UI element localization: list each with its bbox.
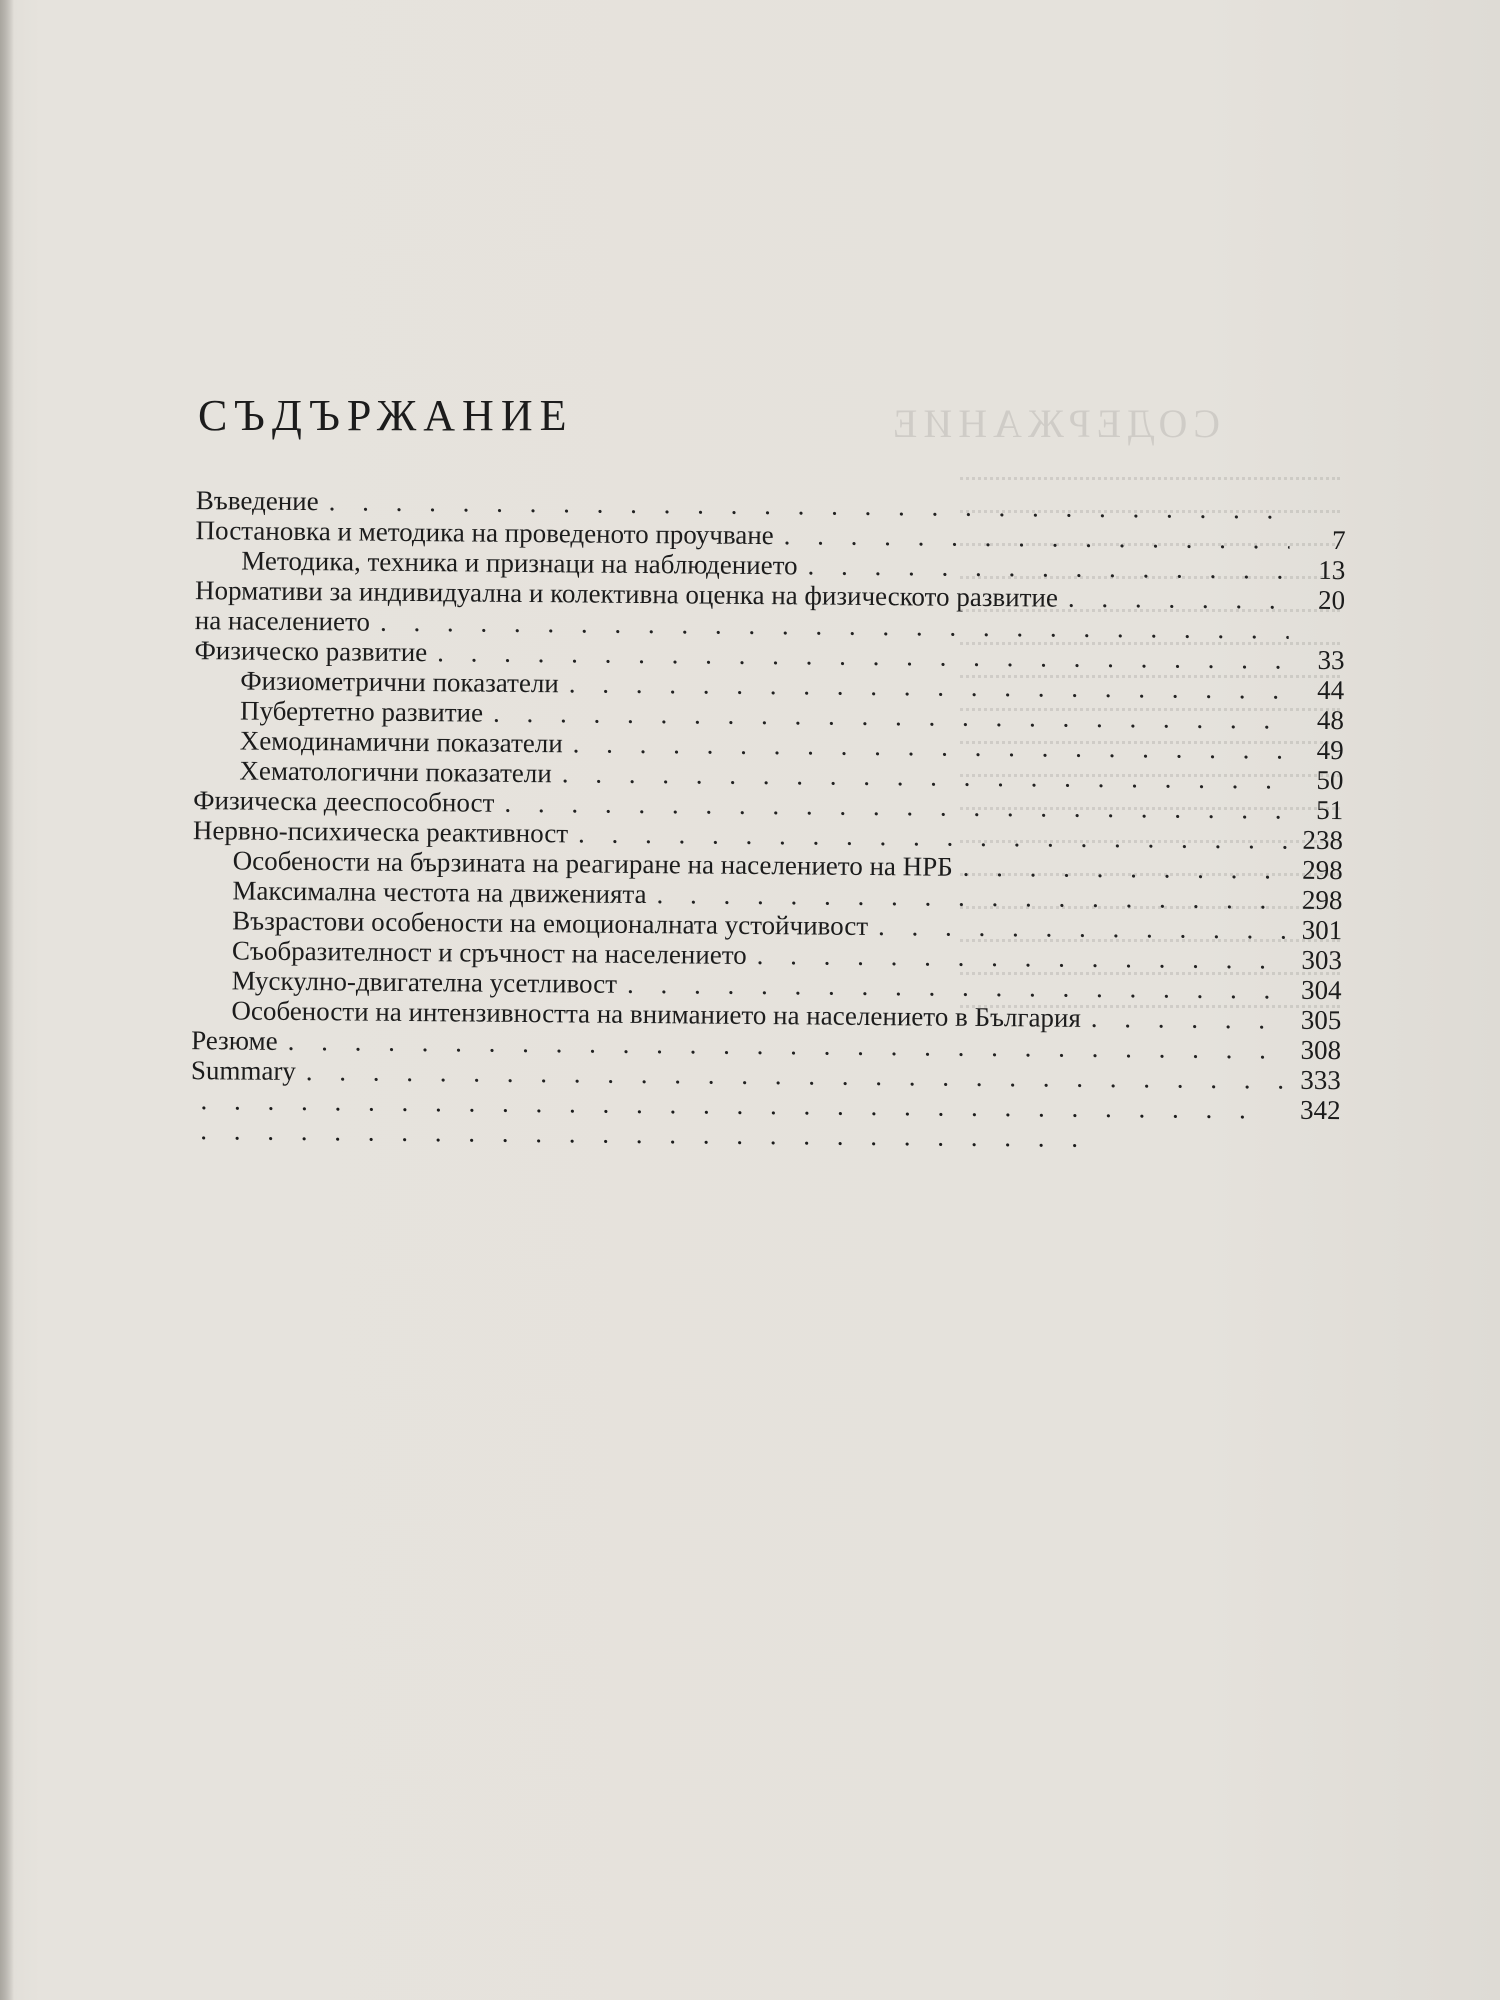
dot-leader bbox=[1068, 583, 1289, 615]
toc-entry-page: 51 bbox=[1316, 794, 1344, 826]
toc-entry-label: Особености на бързината на реагиране на населението на НРБ bbox=[232, 845, 953, 882]
toc-entry-label: Хемодинамични показатели bbox=[239, 725, 563, 759]
toc-entry-label: Summary bbox=[190, 1055, 297, 1086]
dot-leader bbox=[200, 1085, 1284, 1154]
toc-entry-label: Постановка и методика на проведеното проучване bbox=[195, 515, 774, 551]
toc-entry-page: 333 bbox=[1300, 1064, 1341, 1096]
toc-entry-page: 298 bbox=[1301, 884, 1343, 916]
toc-entry-page: 342 bbox=[1299, 1094, 1341, 1126]
dot-leader bbox=[757, 940, 1286, 975]
toc-entry-page: 7 bbox=[1331, 525, 1346, 556]
toc-entry-label: Нервно-психическа реактивност bbox=[192, 815, 569, 849]
toc-entry-label: Резюме bbox=[191, 1025, 278, 1056]
toc-entry-label: Методика, техника и признаци на наблюдението bbox=[241, 545, 798, 581]
toc-entry-label: Съобразителност и сръчност на населението bbox=[231, 935, 747, 970]
toc-entry-label: Физиометрични показатели bbox=[240, 665, 559, 699]
toc-entry-page: 48 bbox=[1316, 704, 1345, 736]
toc-entry-label: на населението bbox=[194, 605, 371, 637]
toc-entry-page: 308 bbox=[1300, 1034, 1342, 1066]
toc-entry-page: 13 bbox=[1318, 554, 1346, 586]
toc-entry-label: Физическа дееспособност bbox=[193, 785, 495, 818]
table-of-contents bbox=[186, 390, 1346, 1126]
toc-entry-label: Въведение bbox=[195, 485, 319, 517]
dot-leader bbox=[878, 911, 1286, 945]
show-through-text: СОДЕРЖАНИЕ bbox=[820, 400, 1380, 1140]
toc-entry-page: 303 bbox=[1301, 944, 1343, 976]
toc-entry-page: 49 bbox=[1316, 734, 1344, 766]
toc-entry-page: 301 bbox=[1301, 914, 1343, 946]
toc-entry-page: 44 bbox=[1317, 674, 1345, 706]
page-title: СЪДЪРЖАНИЕ bbox=[198, 391, 574, 440]
toc-entry-page: 305 bbox=[1300, 1004, 1342, 1036]
dot-leader bbox=[963, 852, 1287, 885]
toc-entry-page: 304 bbox=[1301, 974, 1342, 1006]
toc-entry-page: 298 bbox=[1302, 854, 1343, 886]
toc-entry-label: Мускулно-двигателна усетливост bbox=[231, 965, 618, 999]
toc-entry-label: Хематологични показатели bbox=[239, 755, 552, 789]
toc-entry-label: Възрастови особености на емоционалната устойчивост bbox=[232, 905, 869, 941]
dot-leader bbox=[784, 520, 1290, 554]
toc-entry-label: Максимална честота на движенията bbox=[232, 875, 647, 910]
toc-entry-page: 238 bbox=[1302, 824, 1344, 856]
page-gutter-shadow bbox=[0, 0, 14, 2000]
toc-entry-page: 50 bbox=[1316, 764, 1344, 796]
toc-entry-page: 33 bbox=[1317, 644, 1345, 676]
dot-leader bbox=[1091, 1003, 1286, 1035]
toc-entries bbox=[181, 485, 1346, 1125]
toc-entry-label: Физическо развитие bbox=[194, 635, 428, 668]
toc-entry-label: Особености на интензивността на вниманието на населението в България bbox=[231, 995, 1082, 1033]
toc-entry-label: Нормативи за индивидуална и колективна оценка на физическото развитие bbox=[194, 575, 1059, 613]
toc-entry-label: Пубертетно развитие bbox=[239, 695, 484, 728]
dot-leader bbox=[807, 550, 1289, 584]
toc-entry-page: 20 bbox=[1317, 584, 1346, 616]
